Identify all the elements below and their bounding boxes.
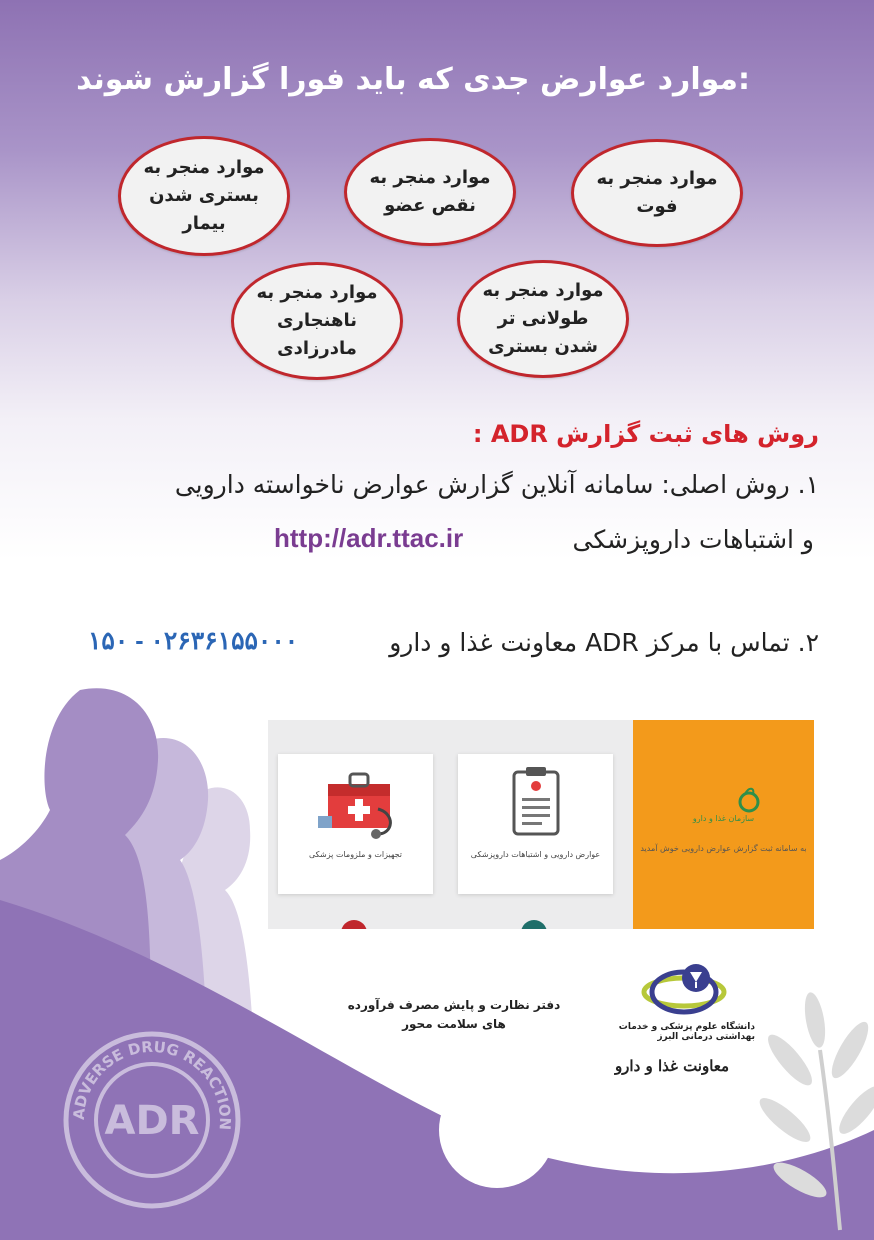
adr-phone-number: ۱۵۰ - ۰۲۶۳۶۱۵۵۰۰۰ <box>88 627 299 655</box>
white-circle-decoration <box>439 1072 555 1188</box>
stamp-ring-text: ADVERSE DRUG REACTION <box>69 1037 235 1131</box>
adr-card <box>458 754 613 894</box>
case-oval-death: موارد منجر به فوت <box>571 139 743 247</box>
method1-text: ۱. روش اصلی: سامانه آنلاین گزارش عوارض ناخواسته دارویی <box>174 470 819 499</box>
equipment-card-caption: تجهیزات و ملزومات پزشکی <box>308 850 403 859</box>
method2-text: ۲. تماس با مرکز ADR معاونت غذا و دارو <box>389 628 819 657</box>
adr-badge-icon[interactable] <box>521 920 547 929</box>
orange-welcome-panel <box>633 720 814 929</box>
case-oval-congenital-anomaly: موارد منجر به ناهنجاری مادرزادی <box>231 262 403 380</box>
methods-heading: روش های ثبت گزارش ADR : <box>472 420 819 448</box>
method1-text-continued: و اشتباهات داروپزشکی <box>572 525 814 554</box>
welcome-text: به سامانه ثبت گزارش عوارض دارویی خوش آمدید <box>640 844 807 853</box>
adr-stamp-icon <box>62 1030 242 1210</box>
vice-chancellor-name: معاونت غذا و دارو <box>614 1057 730 1075</box>
equipment-badge-icon[interactable] <box>341 920 367 929</box>
adr-card-caption: عوارض دارویی و اشتباهات داروپزشکی <box>470 850 601 859</box>
university-name: دانشگاه علوم پزشکی و خدمات بهداشتی درمانی البرز <box>618 1022 755 1042</box>
clipboard-icon <box>458 754 613 850</box>
adr-website-link[interactable]: http://adr.ttac.ir <box>274 523 464 553</box>
equipment-card <box>278 754 433 894</box>
case-oval-prolonged-hospitalization: موارد منجر به طولانی تر شدن بستری <box>457 260 629 378</box>
case-oval-disability: موارد منجر به نقص عضو <box>344 138 516 246</box>
university-logo-icon <box>636 960 746 1020</box>
website-screenshot <box>268 720 814 929</box>
office-name: دفتر نظارت و پایش مصرف فرآورده های سلامت محور <box>347 998 561 1031</box>
stamp-center-text: ADR <box>104 1098 200 1144</box>
case-oval-hospitalization: موارد منجر به بستری شدن بیمار <box>118 136 290 256</box>
fda-logo-text: سازمان غذا و دارو <box>692 814 755 823</box>
medical-kit-icon <box>278 754 433 850</box>
screenshot-cards <box>268 720 633 929</box>
fda-logo-icon <box>633 720 814 820</box>
page-title: موارد عوارض جدی که باید فورا گزارش شوند: <box>76 62 750 97</box>
